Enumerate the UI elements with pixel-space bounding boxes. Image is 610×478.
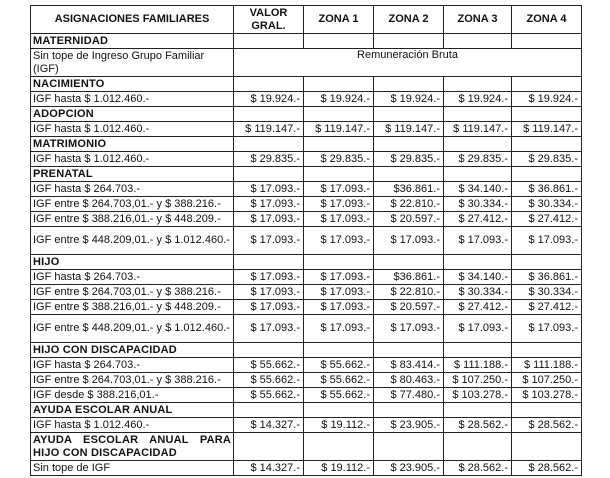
- empty-cell: [234, 167, 304, 182]
- amount-cell: $ 19.924.-: [512, 92, 582, 107]
- amount-cell: $ 17.093.-: [444, 227, 512, 255]
- amount-cell: $ 27.412.-: [444, 212, 512, 227]
- empty-cell: [512, 343, 582, 358]
- amount-cell: $ 19.924.-: [304, 92, 374, 107]
- asignaciones-table: [30, 5, 582, 476]
- header-asignaciones: ASIGNACIONES FAMILIARES: [31, 6, 234, 34]
- empty-cell: [512, 167, 582, 182]
- empty-cell: [234, 255, 304, 270]
- header-valor-gral: VALOR GRAL.: [234, 6, 304, 34]
- empty-cell: [374, 137, 444, 152]
- amount-cell: $ 34.140.-: [444, 270, 512, 285]
- empty-cell: [374, 255, 444, 270]
- empty-cell: [374, 34, 444, 49]
- empty-cell: [234, 34, 304, 49]
- amount-cell: $ 55.662.-: [234, 373, 304, 388]
- row-label: IGF entre $ 448.209,01.- y $ 1.012.460.-: [31, 315, 234, 343]
- section-title: AYUDA ESCOLAR ANUAL: [31, 403, 234, 418]
- section-title: HIJO CON DISCAPACIDAD: [31, 343, 234, 358]
- table-row: [31, 92, 582, 107]
- amount-cell: $ 14.327.-: [234, 418, 304, 433]
- table-row: [31, 461, 582, 476]
- row-label: IGF entre $ 264.703,01.- y $ 388.216.-: [31, 285, 234, 300]
- empty-cell: [512, 255, 582, 270]
- amount-cell: $ 23.905.-: [374, 461, 444, 476]
- amount-cell: $ 36.861.-: [512, 182, 582, 197]
- empty-cell: [374, 167, 444, 182]
- amount-cell: $ 17.093.-: [234, 212, 304, 227]
- amount-cell: $ 55.662.-: [304, 358, 374, 373]
- amount-cell: $ 29.835.-: [512, 152, 582, 167]
- amount-cell: $ 17.093.-: [234, 197, 304, 212]
- table-row: [31, 418, 582, 433]
- amount-cell: $ 17.093.-: [304, 212, 374, 227]
- empty-cell: [304, 77, 374, 92]
- amount-cell: $ 19.112.-: [304, 418, 374, 433]
- amount-cell: $ 20.597.-: [374, 300, 444, 315]
- amount-cell: $ 28.562.-: [444, 418, 512, 433]
- amount-cell: $ 29.835.-: [234, 152, 304, 167]
- amount-cell: $ 19.112.-: [304, 461, 374, 476]
- row-label: IGF entre $ 388.216,01.- y $ 448.209.-: [31, 300, 234, 315]
- amount-cell: $ 119.147.-: [234, 122, 304, 137]
- empty-cell: [374, 433, 444, 461]
- section-title: NACIMIENTO: [31, 77, 234, 92]
- row-label: IGF desde $ 388.216,01.-: [31, 388, 234, 403]
- amount-cell: $ 111.188.-: [512, 358, 582, 373]
- amount-cell: $ 111.188.-: [444, 358, 512, 373]
- empty-cell: [234, 433, 304, 461]
- empty-cell: [304, 34, 374, 49]
- amount-cell: $ 30.334.-: [444, 285, 512, 300]
- amount-cell: $ 17.093.-: [234, 182, 304, 197]
- amount-cell: $ 29.835.-: [374, 152, 444, 167]
- empty-cell: [512, 433, 582, 461]
- amount-cell: $ 119.147.-: [374, 122, 444, 137]
- empty-cell: [444, 167, 512, 182]
- amount-cell: $ 19.924.-: [234, 92, 304, 107]
- section-row: [31, 403, 582, 418]
- empty-cell: [512, 137, 582, 152]
- row-label: IGF entre $ 264.703,01.- y $ 388.216.-: [31, 197, 234, 212]
- empty-cell: [304, 403, 374, 418]
- header-zona-3: ZONA 3: [444, 6, 512, 34]
- empty-cell: [444, 34, 512, 49]
- amount-cell: $ 22.810.-: [374, 197, 444, 212]
- section-row: [31, 433, 582, 461]
- table-row: [31, 122, 582, 137]
- amount-cell: $ 107.250.-: [444, 373, 512, 388]
- amount-cell: $ 30.334.-: [444, 197, 512, 212]
- empty-cell: [374, 107, 444, 122]
- amount-cell: $ 28.562.-: [512, 461, 582, 476]
- amount-cell: $ 119.147.-: [304, 122, 374, 137]
- amount-cell: $ 17.093.-: [304, 197, 374, 212]
- table-row: [31, 358, 582, 373]
- amount-cell: $ 83.414.-: [374, 358, 444, 373]
- amount-cell: $ 17.093.-: [234, 285, 304, 300]
- section-title: ADOPCION: [31, 107, 234, 122]
- row-label: IGF hasta $ 1.012.460.-: [31, 152, 234, 167]
- table-row: [31, 49, 582, 77]
- amount-cell: $ 28.562.-: [512, 418, 582, 433]
- row-label: Sin tope de Ingreso Grupo Familiar (IGF): [31, 49, 234, 77]
- table-row: [31, 300, 582, 315]
- header-zona-4: ZONA 4: [512, 6, 582, 34]
- header-zona-1: ZONA 1: [304, 6, 374, 34]
- section-row: [31, 167, 582, 182]
- row-label: IGF entre $ 448.209,01.- y $ 1.012.460.-: [31, 227, 234, 255]
- empty-cell: [374, 77, 444, 92]
- empty-cell: [444, 77, 512, 92]
- row-label: IGF hasta $ 264.703.-: [31, 358, 234, 373]
- amount-cell: $ 17.093.-: [234, 300, 304, 315]
- row-label: IGF hasta $ 1.012.460.-: [31, 418, 234, 433]
- table-row: [31, 227, 582, 255]
- amount-cell: $ 27.412.-: [512, 212, 582, 227]
- empty-cell: [234, 343, 304, 358]
- empty-cell: [512, 77, 582, 92]
- empty-cell: [304, 107, 374, 122]
- amount-cell: $ 14.327.-: [234, 461, 304, 476]
- empty-cell: [444, 433, 512, 461]
- empty-cell: [234, 403, 304, 418]
- amount-cell: $ 34.140.-: [444, 182, 512, 197]
- amount-cell: $ 29.835.-: [444, 152, 512, 167]
- empty-cell: [304, 167, 374, 182]
- amount-cell: $ 17.093.-: [304, 270, 374, 285]
- empty-cell: [304, 255, 374, 270]
- row-label: IGF entre $ 264.703,01.- y $ 388.216.-: [31, 373, 234, 388]
- section-row: [31, 77, 582, 92]
- empty-cell: [444, 137, 512, 152]
- table-row: [31, 197, 582, 212]
- amount-cell: $ 17.093.-: [304, 285, 374, 300]
- amount-cell: $ 17.093.-: [304, 182, 374, 197]
- amount-cell: $ 55.662.-: [304, 388, 374, 403]
- amount-cell: $ 80.463.-: [374, 373, 444, 388]
- table-row: [31, 182, 582, 197]
- amount-cell: $ 55.662.-: [304, 373, 374, 388]
- remuneracion-bruta-cell: Remuneración Bruta: [234, 49, 582, 77]
- table-row: [31, 285, 582, 300]
- amount-cell: $ 17.093.-: [304, 300, 374, 315]
- amount-cell: $ 77.480.-: [374, 388, 444, 403]
- amount-cell: $ 55.662.-: [234, 388, 304, 403]
- row-label: IGF hasta $ 1.012.460.-: [31, 92, 234, 107]
- table-row: [31, 212, 582, 227]
- amount-cell: $ 27.412.-: [444, 300, 512, 315]
- empty-cell: [234, 77, 304, 92]
- amount-cell: $ 119.147.-: [512, 122, 582, 137]
- amount-cell: $ 30.334.-: [512, 285, 582, 300]
- amount-cell: $ 17.093.-: [234, 270, 304, 285]
- section-row: [31, 34, 582, 49]
- row-label: IGF hasta $ 264.703.-: [31, 270, 234, 285]
- empty-cell: [234, 107, 304, 122]
- amount-cell: $ 103.278.-: [512, 388, 582, 403]
- amount-cell: $ 28.562.-: [444, 461, 512, 476]
- document-sheet: [30, 5, 582, 476]
- section-title: HIJO: [31, 255, 234, 270]
- empty-cell: [374, 403, 444, 418]
- amount-cell: $ 107.250.-: [512, 373, 582, 388]
- amount-cell: $ 36.861.-: [512, 270, 582, 285]
- section-row: [31, 107, 582, 122]
- empty-cell: [304, 343, 374, 358]
- section-row: [31, 255, 582, 270]
- table-row: [31, 388, 582, 403]
- empty-cell: [512, 107, 582, 122]
- amount-cell: $ 17.093.-: [304, 315, 374, 343]
- amount-cell: $ 30.334.-: [512, 197, 582, 212]
- amount-cell: $ 17.093.-: [234, 227, 304, 255]
- empty-cell: [444, 403, 512, 418]
- amount-cell: $ 19.924.-: [444, 92, 512, 107]
- amount-cell: $ 17.093.-: [374, 227, 444, 255]
- section-title: PRENATAL: [31, 167, 234, 182]
- table-header-row: [31, 6, 582, 34]
- empty-cell: [304, 433, 374, 461]
- section-row: [31, 137, 582, 152]
- section-title: MATERNIDAD: [31, 34, 234, 49]
- empty-cell: [444, 343, 512, 358]
- table-body: [31, 34, 582, 476]
- header-zona-2: ZONA 2: [374, 6, 444, 34]
- empty-cell: [234, 137, 304, 152]
- empty-cell: [374, 343, 444, 358]
- amount-cell: $ 27.412.-: [512, 300, 582, 315]
- amount-cell: $ 17.093.-: [304, 227, 374, 255]
- amount-cell: $ 22.810.-: [374, 285, 444, 300]
- amount-cell: $ 29.835.-: [304, 152, 374, 167]
- amount-cell: $ 17.093.-: [234, 315, 304, 343]
- table-row: [31, 270, 582, 285]
- amount-cell: $ 17.093.-: [444, 315, 512, 343]
- empty-cell: [512, 403, 582, 418]
- amount-cell: $ 17.093.-: [512, 315, 582, 343]
- row-label: IGF hasta $ 1.012.460.-: [31, 122, 234, 137]
- row-label: IGF hasta $ 264.703.-: [31, 182, 234, 197]
- empty-cell: [512, 34, 582, 49]
- amount-cell: $ 55.662.-: [234, 358, 304, 373]
- empty-cell: [444, 255, 512, 270]
- empty-cell: [444, 107, 512, 122]
- table-row: [31, 315, 582, 343]
- empty-cell: [304, 137, 374, 152]
- row-label: IGF entre $ 388.216,01.- y $ 448.209.-: [31, 212, 234, 227]
- section-title: AYUDA ESCOLAR ANUAL PARA HIJO CON DISCAPACIDAD: [31, 433, 234, 461]
- amount-cell: $36.861.-: [374, 270, 444, 285]
- amount-cell: $ 20.597.-: [374, 212, 444, 227]
- amount-cell: $ 23.905.-: [374, 418, 444, 433]
- amount-cell: $ 103.278.-: [444, 388, 512, 403]
- amount-cell: $ 17.093.-: [512, 227, 582, 255]
- row-label: Sin tope de IGF: [31, 461, 234, 476]
- section-title: MATRIMONIO: [31, 137, 234, 152]
- section-row: [31, 343, 582, 358]
- table-row: [31, 152, 582, 167]
- amount-cell: $ 19.924.-: [374, 92, 444, 107]
- amount-cell: $36.861.-: [374, 182, 444, 197]
- amount-cell: $ 119.147.-: [444, 122, 512, 137]
- amount-cell: $ 17.093.-: [374, 315, 444, 343]
- table-row: [31, 373, 582, 388]
